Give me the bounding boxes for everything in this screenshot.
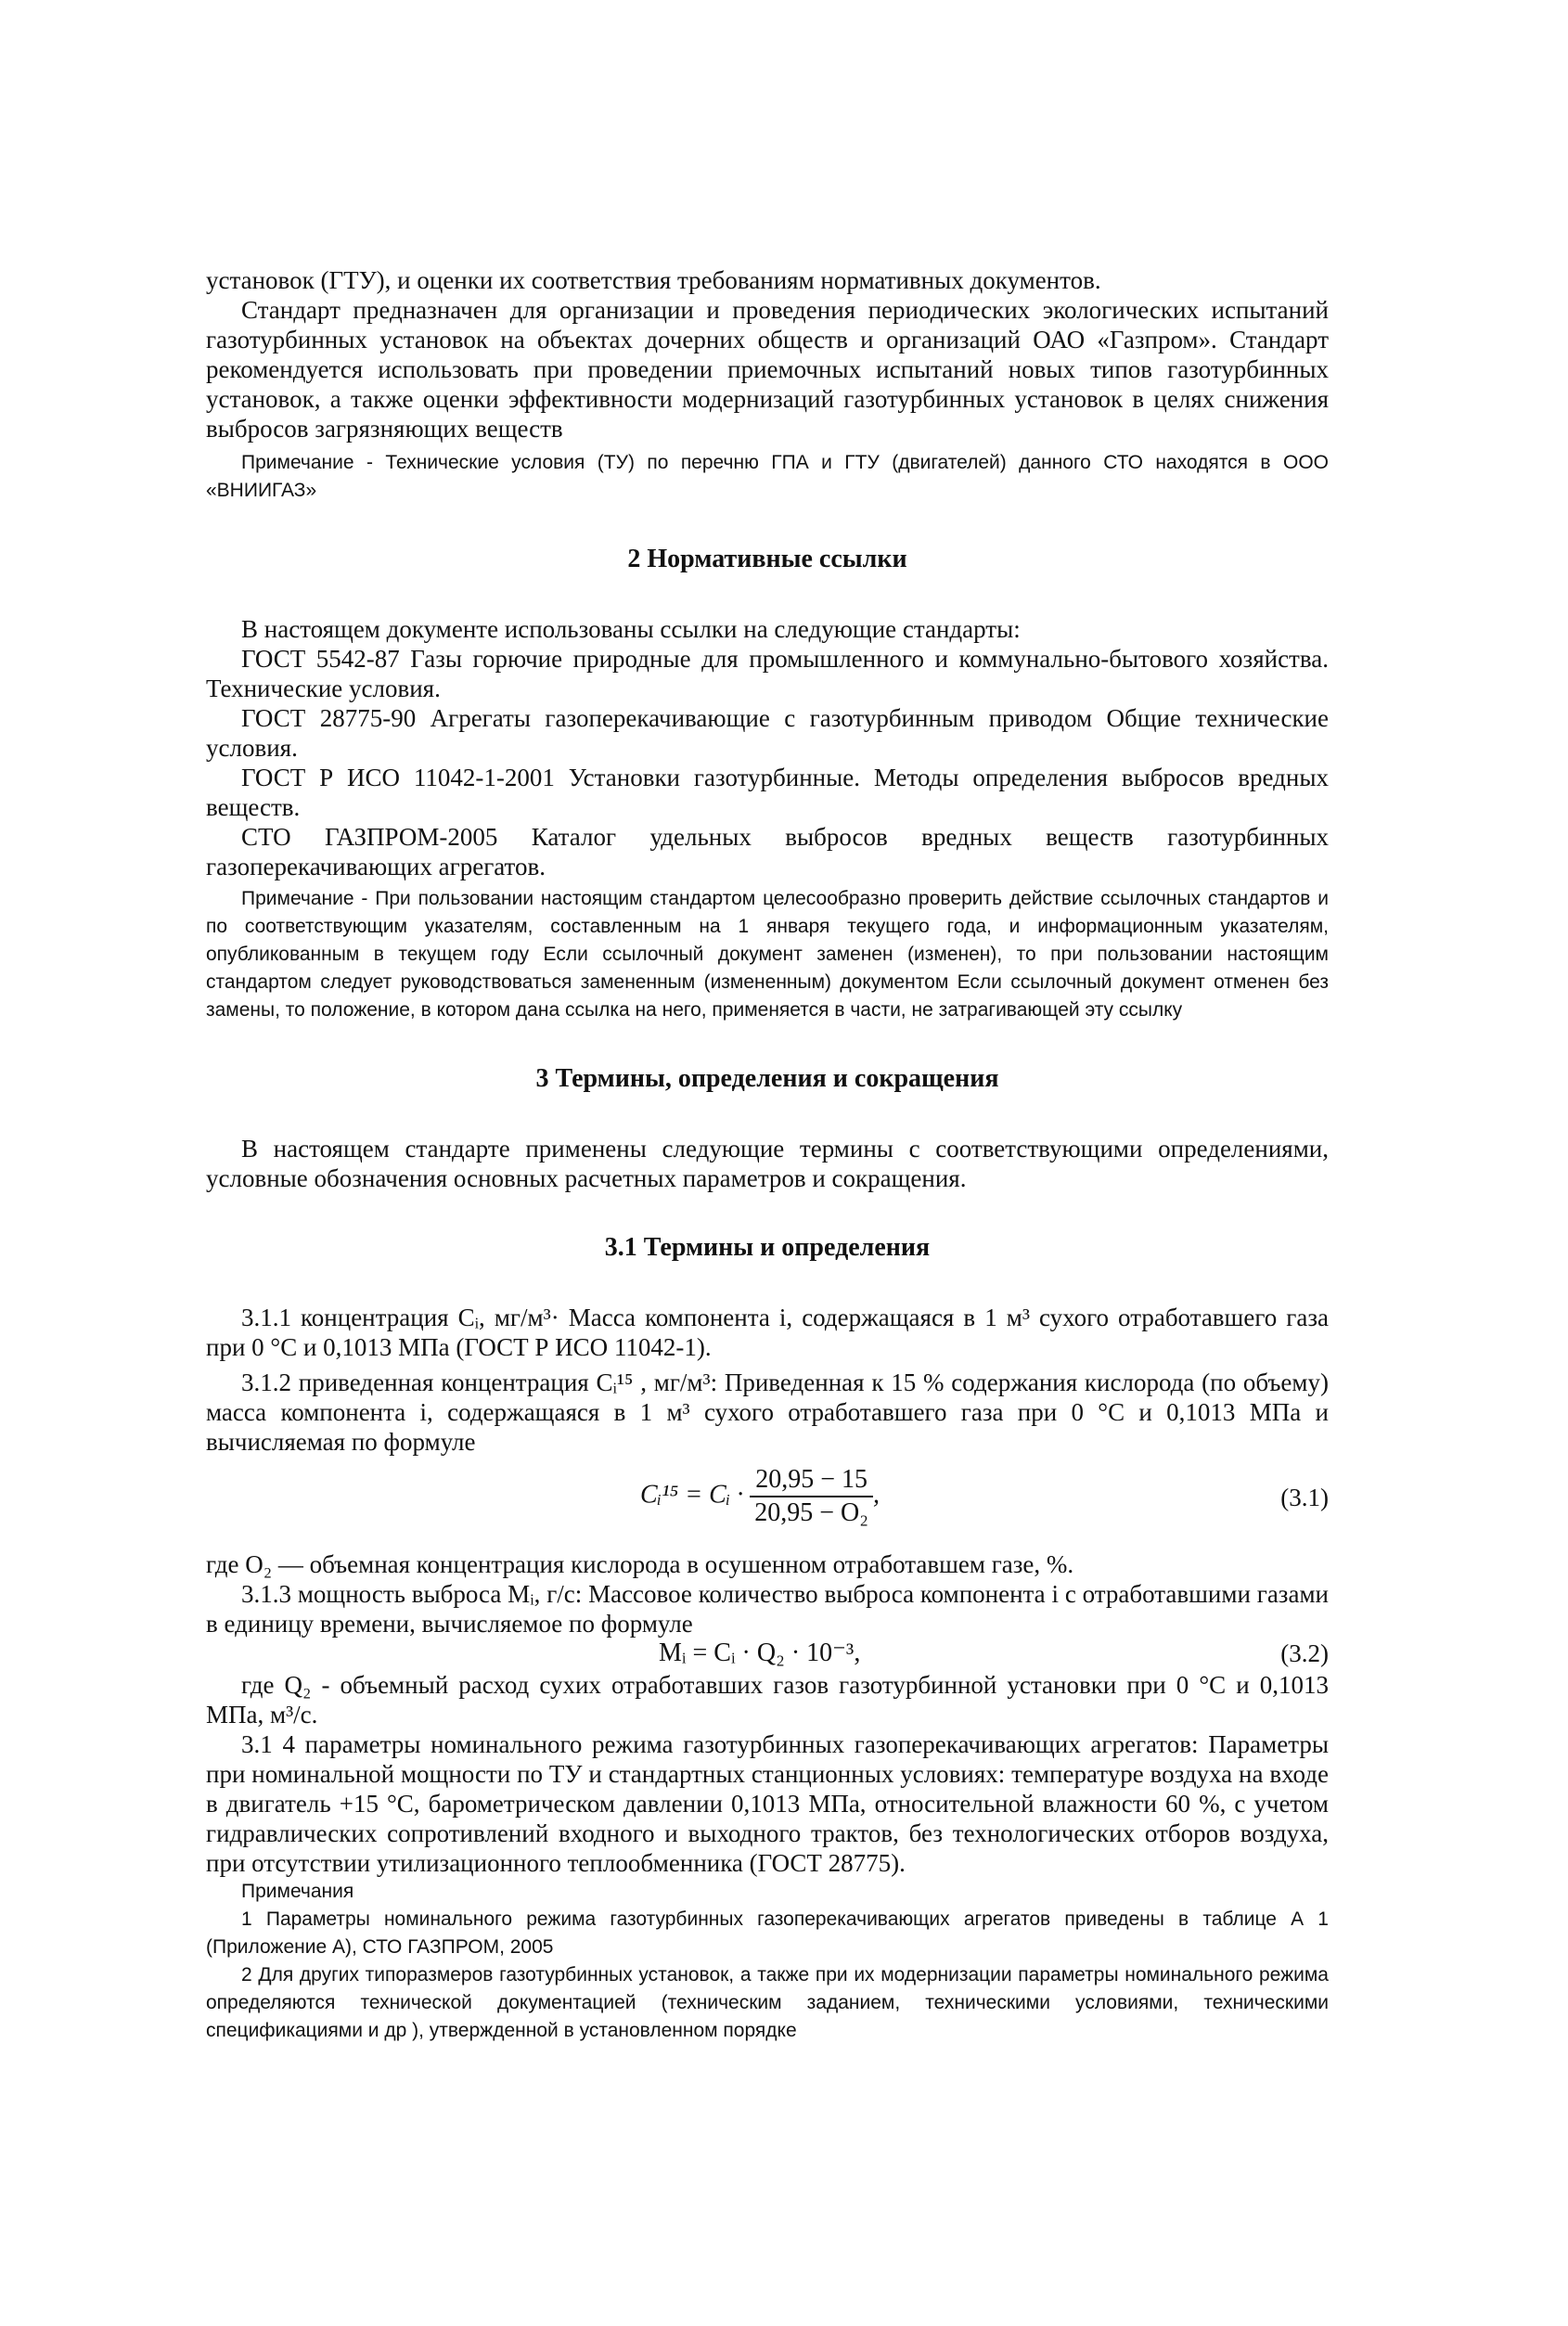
term-3-1-2: 3.1.2 приведенная концентрация Cᵢ¹⁵ , мг/м³: Приведенная к 15 % содержания кислорода (по объему) масса компонента i, содержащаяся в 1 м³ сухого отработавшего газа при 0 °С и 0,1013 МПа и вычисляемая по формуле [206,1369,1329,1456]
reference-item: СТО ГАЗПРОМ-2005 Каталог удельных выбросов вредных веществ газотурбинных газоперекачивающих агрегатов. [206,823,1329,880]
formula-3-2-number: (3.2) [1280,1639,1329,1667]
where-3-2: где Q₂ - объемный расход сухих отработавших газов газотурбинной установки при 0 °С и 0,1013 МПа, м³/с. [206,1671,1329,1728]
formula-3-1-numerator: 20,95 − 15 [750,1464,873,1497]
note-2: 2 Для других типоразмеров газотурбинных установок, а также при их модернизации параметры номинального режима определяются технической документацией (техническим заданием, техническими условиями, техническими спецификациями и др ), утвержденной в установленном порядке [206,1964,1329,2041]
section-2-lead: В настоящем документе использованы ссылки на следующие стандарты: [241,615,1021,643]
formula-3-1-expression [640,1464,880,1529]
reference-item: ГОСТ 28775-90 Агрегаты газоперекачивающие с газотурбинным приводом Общие технические условия. [206,704,1329,762]
formula-3-1 [206,1457,1329,1549]
reference-item: ГОСТ Р ИСО 11042-1-2001 Установки газотурбинные. Методы определения выбросов вредных веществ. [206,764,1329,821]
term-3-1-4: 3.1 4 параметры номинального режима газотурбинных газоперекачивающих агрегатов: Параметры при номинальной мощности по ТУ и стандартных станционных условиях: температуре воздуха на входе в двигатель +15 °С, барометрическом давлении 0,1013 МПа, относительной влажности 60 %, с учетом гидравлических сопротивлений входного и выходного трактов, без технологических отборов воздуха, при отсутствии утилизационного теплообменника (ГОСТ 28775). [206,1730,1329,1877]
section-3-lead: В настоящем стандарте применены следующие термины с соответствующими определениями, условные обозначения основных расчетных параметров и сокращения. [206,1135,1329,1192]
note-1: 1 Параметры номинального режима газотурбинных газоперекачивающих агрегатов приведены в таблице А 1 (Приложение А), СТО ГАЗПРОМ, 2005 [206,1908,1329,1958]
document-page [206,265,1329,2045]
notes-title: Примечания [241,1881,354,1902]
term-3-1-1: 3.1.1 концентрация Cᵢ, мг/м³· Масса компонента i, содержащаяся в 1 м³ сухого отработавшего газа при 0 °С и 0,1013 МПа (ГОСТ Р ИСО 11042-1). [206,1304,1329,1361]
intro-paragraph-1: установок (ГТУ), и оценки их соответствия требованиям нормативных документов. [206,266,1101,294]
section-2-note: Примечание - При пользовании настоящим стандартом целесообразно проверить действие ссылочных стандартов и по соответствующим указателям, составленным на 1 января текущего года, и информационным указателям, опубликованным в текущем году Если ссылочный документ заменен (изменен), то при пользовании настоящим стандартом следует руководствоваться замененным (измененным) документом Если ссылочный документ отменен без замены, то положение, в котором дана ссылка на него, применяется в части, не затрагивающей эту ссылку [206,888,1329,1021]
formula-3-1-tail: , [873,1480,880,1510]
intro-note: Примечание - Технические условия (ТУ) по перечню ГПА и ГТУ (двигателей) данного СТО находятся в ООО «ВНИИГАЗ» [206,452,1329,501]
formula-3-1-number: (3.1) [1280,1484,1329,1511]
reference-item: ГОСТ 5542-87 Газы горючие природные для промышленного и коммунально-бытового хозяйства. Технические условия. [206,645,1329,702]
formula-3-1-lhs: Cᵢ¹⁵ = Cᵢ · [640,1480,744,1510]
term-3-1-3: 3.1.3 мощность выброса Mᵢ, г/с: Массовое количество выброса компонента i с отработавшими газами в единицу времени, вычисляемое по формуле [206,1580,1329,1638]
intro-paragraph-2: Стандарт предназначен для организации и проведения периодических экологических испытаний газотурбинных установок на объектах дочерних обществ и организаций ОАО «Газпром». Стандарт рекомендуется использовать при проведении приемочных испытаний новых типов газотурбинных установок, а также оценки эффективности модернизаций газотурбинных установок в целях снижения выбросов загрязняющих веществ [206,296,1329,443]
section-3-heading: 3 Термины, определения и сокращения [535,1064,999,1093]
section-3-1-heading: 3.1 Термины и определения [604,1233,931,1262]
formula-3-2-expression: Mᵢ = Cᵢ · Q₂ · 10⁻³, [659,1638,861,1667]
formula-3-1-denominator: 20,95 − O₂ [754,1498,869,1527]
section-2-heading: 2 Нормативные ссылки [627,545,907,573]
where-3-1: где O₂ — объемная концентрация кислорода в осушенном отработавшем газе, %. [206,1550,1074,1578]
formula-3-1-fraction [750,1464,873,1529]
formula-3-2 [206,1638,1329,1670]
